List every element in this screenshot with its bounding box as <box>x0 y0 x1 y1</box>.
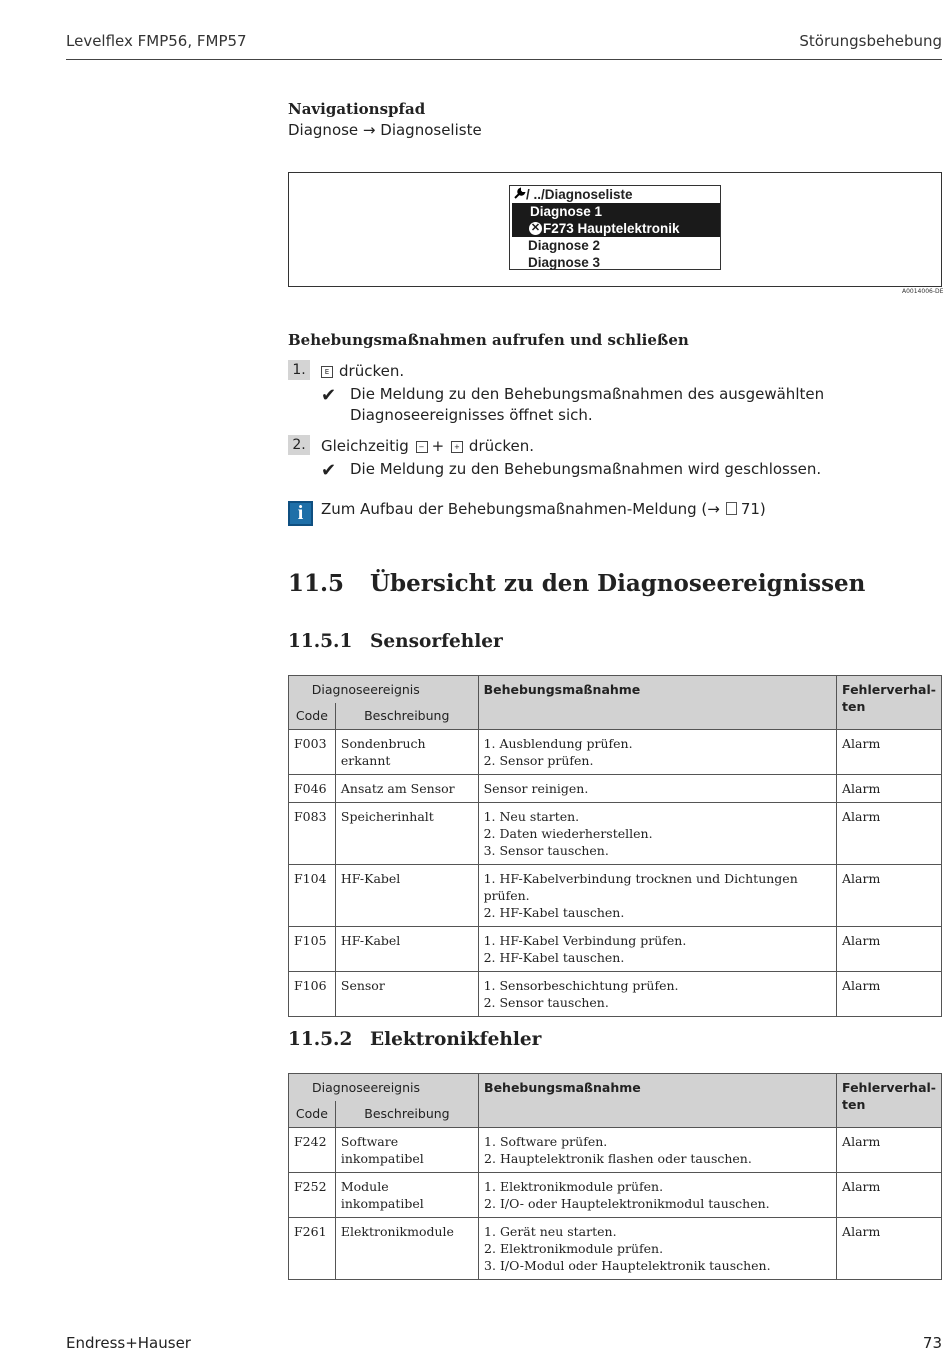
header-behavior: Fehlerverhal-ten <box>837 1074 942 1128</box>
step-number: 2. <box>288 435 310 455</box>
display-item-label: F273 Hauptelektronik <box>543 221 680 236</box>
display-item[interactable]: Diagnose 3 <box>528 255 601 270</box>
wrench-icon <box>514 186 526 203</box>
cell-behavior: Alarm <box>837 1128 942 1173</box>
header-code: Code <box>289 703 336 730</box>
table-row <box>289 775 942 803</box>
minus-key-icon: − <box>416 441 428 453</box>
cell-measure <box>479 1218 837 1280</box>
header-code: Code <box>289 1101 336 1128</box>
measure-line: 1. Ausblendung prüfen. <box>483 736 633 751</box>
step-text <box>321 362 404 380</box>
table-row <box>289 1128 942 1173</box>
header-group: Diagnoseereignis <box>289 1074 479 1102</box>
cell-code: F046 <box>289 775 336 803</box>
header-product: Levelflex FMP56, FMP57 <box>66 32 247 50</box>
measure-line: 2. Sensor prüfen. <box>483 753 594 768</box>
cell-measure <box>478 803 836 865</box>
cell-code: F003 <box>289 730 336 775</box>
measure-line: 1. Elektronikmodule prüfen. <box>484 1179 664 1194</box>
section-number: 11.5 <box>288 570 345 597</box>
measure-line: 1. HF-Kabelverbindung trocknen und Dichtungen prüfen. <box>483 871 798 903</box>
device-display <box>509 185 721 270</box>
cell-measure <box>478 972 836 1017</box>
figure-code: A0014006-DE <box>902 288 944 295</box>
cell-behavior: Alarm <box>837 1218 942 1280</box>
step-prefix: Gleichzeitig <box>321 437 409 455</box>
section-heading <box>288 570 866 597</box>
step-action: drücken. <box>468 437 535 455</box>
display-item[interactable]: Diagnose 2 <box>528 238 601 253</box>
header-measure: Behebungsmaßnahme <box>479 1074 837 1128</box>
measure-line: 2. HF-Kabel tauschen. <box>483 905 625 920</box>
cell-desc: Elektronikmodule <box>335 1218 478 1280</box>
cell-behavior: Alarm <box>837 1173 942 1218</box>
cell-desc: Speicherinhalt <box>335 803 478 865</box>
sensor-table <box>288 675 942 1017</box>
cell-desc: Sensor <box>335 972 478 1017</box>
info-label: Zum Aufbau der Behebungsmaßnahmen-Meldung (→ <box>321 500 720 518</box>
subsection-title: Sensorfehler <box>370 631 503 652</box>
cell-behavior: Alarm <box>837 775 942 803</box>
display-title: / ../Diagnoseliste <box>526 187 633 202</box>
measure-line: Sensor reinigen. <box>483 781 589 796</box>
subsection-heading <box>288 631 503 652</box>
subsection-number: 11.5.1 <box>288 631 353 652</box>
table-row <box>289 972 942 1017</box>
cell-behavior: Alarm <box>837 803 942 865</box>
section-title: Übersicht zu den Diagnoseereignissen <box>370 570 866 597</box>
info-icon: i <box>288 501 313 526</box>
measure-line: 2. I/O- oder Hauptelektronikmodul tauschen. <box>484 1196 770 1211</box>
checkmark-icon: ✔ <box>321 385 337 406</box>
display-title-row <box>510 186 720 203</box>
step-action: drücken. <box>339 362 405 380</box>
cell-code: F083 <box>289 803 336 865</box>
plus-sign: + <box>431 437 445 455</box>
cell-measure <box>478 730 836 775</box>
display-item-selected[interactable] <box>512 220 720 237</box>
cell-code: F105 <box>289 927 336 972</box>
table-row <box>289 865 942 927</box>
cell-behavior: Alarm <box>837 865 942 927</box>
enter-key-icon: E <box>321 366 333 378</box>
cell-measure <box>478 775 836 803</box>
step-text <box>321 437 534 455</box>
cell-measure <box>479 1128 837 1173</box>
step-result: Die Meldung zu den Behebungsmaßnahmen wird geschlossen. <box>350 460 822 478</box>
cell-behavior: Alarm <box>837 972 942 1017</box>
cell-desc: HF-Kabel <box>335 865 478 927</box>
footer-brand: Endress+Hauser <box>66 1334 191 1352</box>
page-icon <box>726 502 737 515</box>
info-page-ref[interactable]: 71) <box>740 500 766 518</box>
measure-line: 2. Hauptelektronik flashen oder tauschen. <box>484 1151 752 1166</box>
display-figure <box>288 172 942 287</box>
table-row <box>289 1218 942 1280</box>
page-header <box>66 32 942 60</box>
measure-line: 2. Daten wiederherstellen. <box>483 826 653 841</box>
header-behavior: Fehlerverhal-ten <box>837 676 942 730</box>
remedy-title: Behebungsmaßnahmen aufrufen und schließen <box>288 331 689 349</box>
display-item[interactable]: Diagnose 1 <box>512 203 720 220</box>
cell-measure <box>479 1173 837 1218</box>
header-desc: Beschreibung <box>335 703 478 730</box>
subsection-title: Elektronikfehler <box>370 1029 542 1050</box>
table-row <box>289 803 942 865</box>
info-text <box>321 500 766 518</box>
measure-line: 1. Software prüfen. <box>484 1134 608 1149</box>
checkmark-icon: ✔ <box>321 460 337 481</box>
measure-line: 3. I/O-Modul oder Hauptelektronik tauschen. <box>484 1258 771 1273</box>
cell-code: F261 <box>289 1218 336 1280</box>
cell-desc: HF-Kabel <box>335 927 478 972</box>
cell-measure <box>478 865 836 927</box>
table-row <box>289 927 942 972</box>
header-measure: Behebungsmaßnahme <box>478 676 836 730</box>
cell-behavior: Alarm <box>837 730 942 775</box>
navigation-title: Navigationspfad <box>288 100 426 118</box>
subsection-heading <box>288 1029 542 1050</box>
cell-desc: Module inkompatibel <box>335 1173 478 1218</box>
cell-desc: Sondenbruch erkannt <box>335 730 478 775</box>
subsection-number: 11.5.2 <box>288 1029 353 1050</box>
electronics-table <box>288 1073 942 1280</box>
cell-code: F242 <box>289 1128 336 1173</box>
step-result: Die Meldung zu den Behebungsmaßnahmen des ausgewählten Diagnoseereignisses öffnet sich. <box>350 385 825 424</box>
header-desc: Beschreibung <box>335 1101 478 1128</box>
plus-key-icon: + <box>451 441 463 453</box>
cell-desc: Software inkompatibel <box>335 1128 478 1173</box>
measure-line: 1. Sensorbeschichtung prüfen. <box>483 978 679 993</box>
measure-line: 2. HF-Kabel tauschen. <box>483 950 625 965</box>
table-row <box>289 730 942 775</box>
cell-code: F106 <box>289 972 336 1017</box>
header-chapter: Störungsbehebung <box>799 32 942 50</box>
error-x-icon: ✕ <box>530 222 541 234</box>
cell-code: F104 <box>289 865 336 927</box>
page-number: 73 <box>922 1334 942 1352</box>
measure-line: 2. Elektronikmodule prüfen. <box>484 1241 664 1256</box>
measure-line: 2. Sensor tauschen. <box>483 995 609 1010</box>
cell-code: F252 <box>289 1173 336 1218</box>
cell-behavior: Alarm <box>837 927 942 972</box>
measure-line: 1. HF-Kabel Verbindung prüfen. <box>483 933 687 948</box>
navigation-path: Diagnose → Diagnoseliste <box>288 121 482 139</box>
cell-desc: Ansatz am Sensor <box>335 775 478 803</box>
measure-line: 1. Gerät neu starten. <box>484 1224 617 1239</box>
measure-line: 3. Sensor tauschen. <box>483 843 609 858</box>
step-number: 1. <box>288 360 310 380</box>
measure-line: 1. Neu starten. <box>483 809 580 824</box>
table-row <box>289 1173 942 1218</box>
cell-measure <box>478 927 836 972</box>
header-group: Diagnoseereignis <box>289 676 479 704</box>
